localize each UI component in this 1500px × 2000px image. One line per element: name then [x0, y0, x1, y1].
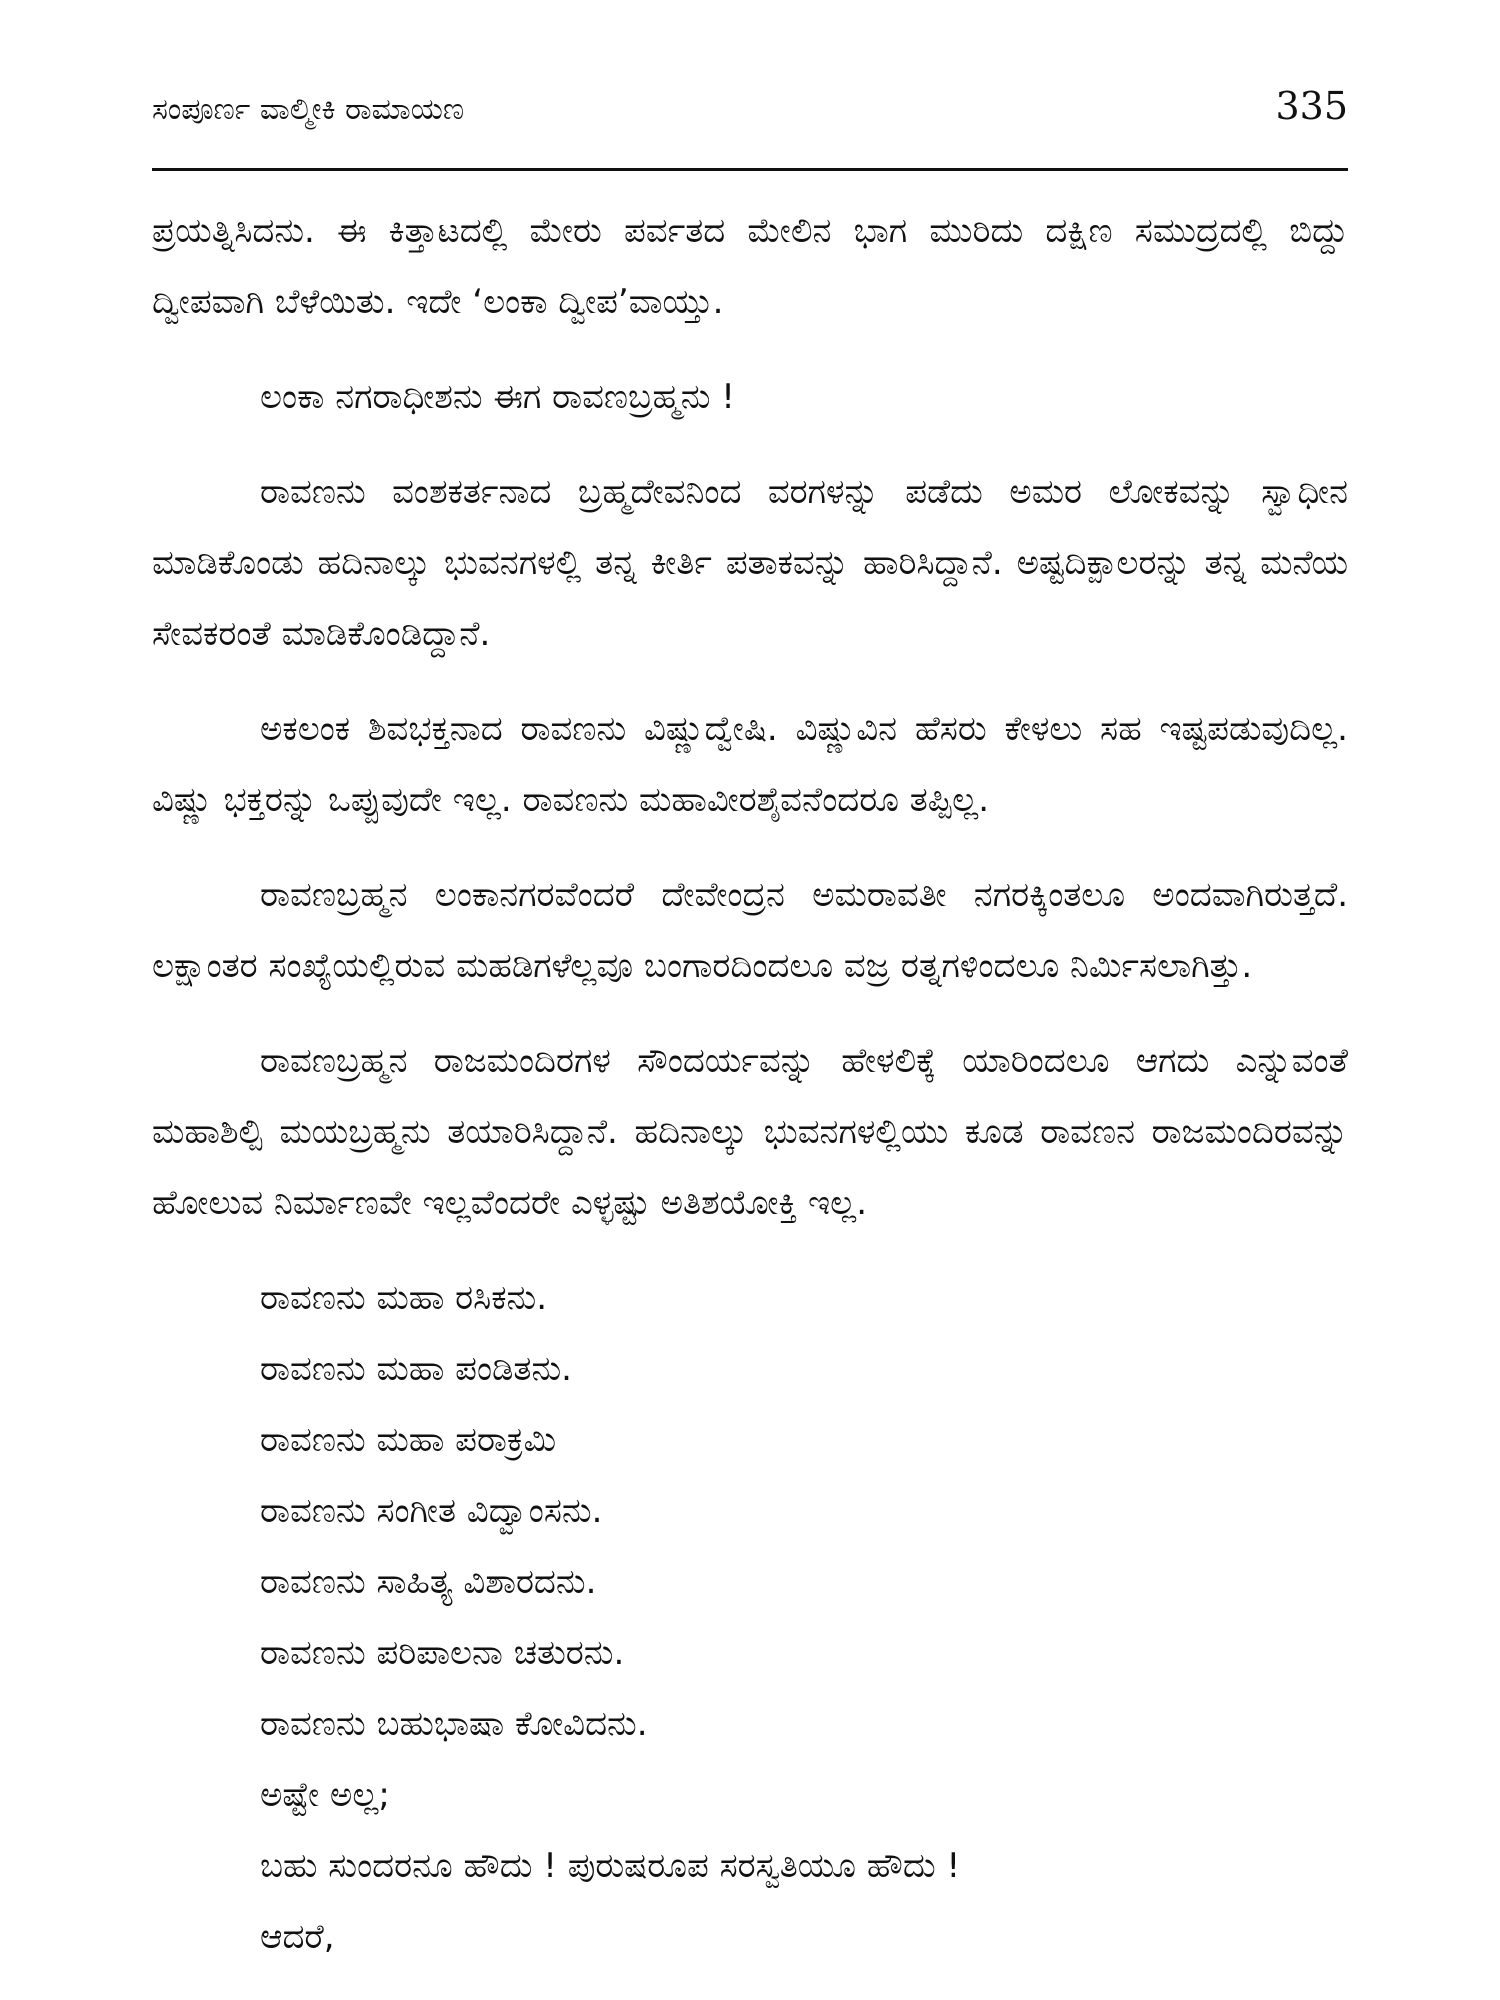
- list-line-2: ರಾವಣನು ಮಹಾ ಪಂಡಿತನು.: [260, 1349, 572, 1389]
- paragraph-1: ಪ್ರಯತ್ನಿಸಿದನು. ಈ ಕಿತ್ತಾಟದಲ್ಲಿ ಮೇರು ಪರ್ವತದ ಮೇಲಿನ ಭಾಗ ಮುರಿದು ದಕ್ಷಿಣ ಸಮುದ್ರದಲ್ಲಿ ಬಿದ್ದು ದ್ವೀಪವಾಗಿ ಬೆಳೆಯಿತು. ಇದೇ ‘ಲಂಕಾ ದ್ವೀಪ’ವಾಯ್ತು.: [152, 211, 1348, 322]
- list-line-6: ರಾವಣನು ಪರಿಪಾಲನಾ ಚತುರನು.: [260, 1633, 625, 1673]
- list-line-4: ರಾವಣನು ಸಂಗೀತ ವಿದ್ವಾಂಸನು.: [260, 1491, 603, 1531]
- list-line-7: ರಾವಣನು ಬಹುಭಾಷಾ ಕೋವಿದನು.: [260, 1704, 648, 1744]
- paragraph-2: ಲಂಕಾ ನಗರಾಧೀಶನು ಈಗ ರಾವಣಬ್ರಹ್ಮನು !: [260, 377, 735, 417]
- running-title: ಸಂಪೂರ್ಣ ವಾಲ್ಮೀಕಿ ರಾಮಾಯಣ: [152, 92, 465, 127]
- page-header: [152, 82, 1348, 132]
- paragraph-5: ರಾವಣಬ್ರಹ್ಮನ ಲಂಕಾನಗರವೆಂದರೆ ದೇವೇಂದ್ರನ ಅಮರಾವತೀ ನಗರಕ್ಕಿಂತಲೂ ಅಂದವಾಗಿರುತ್ತದೆ. ಲಕ್ಷಾಂತರ ಸಂಖ್ಯೆಯಲ್ಲಿರುವ ಮಹಡಿಗಳೆಲ್ಲವೂ ಬಂಗಾರದಿಂದಲೂ ವಜ್ರ ರತ್ನಗಳಿಂದಲೂ ನಿರ್ಮಿಸಲಾಗಿತ್ತು.: [152, 875, 1348, 986]
- list-line-10: ಆದರೆ,: [260, 1917, 335, 1957]
- list-line-8: ಅಷ್ಟೇ ಅಲ್ಲ;: [260, 1775, 390, 1815]
- list-line-5: ರಾವಣನು ಸಾಹಿತ್ಯ ವಿಶಾರದನು.: [260, 1562, 597, 1602]
- body-text: [152, 196, 1348, 1973]
- paragraph-3: ರಾವಣನು ವಂಶಕರ್ತನಾದ ಬ್ರಹ್ಮದೇವನಿಂದ ವರಗಳನ್ನು ಪಡೆದು ಅಮರ ಲೋಕವನ್ನು ಸ್ವಾಧೀನ ಮಾಡಿಕೊಂಡು ಹದಿನಾಲ್ಕು ಭುವನಗಳಲ್ಲಿ ತನ್ನ ಕೀರ್ತಿ ಪತಾಕವನ್ನು ಹಾರಿಸಿದ್ದಾನೆ. ಅಷ್ಟದಿಕ್ಪಾಲರನ್ನು ತನ್ನ ಮನೆಯ ಸೇವಕರಂತೆ ಮಾಡಿಕೊಂಡಿದ್ದಾನೆ.: [152, 472, 1348, 654]
- list-line-9: ಬಹು ಸುಂದರನೂ ಹೌದು ! ಪುರುಷರೂಪ ಸರಸ್ವತಿಯೂ ಹೌದು !: [260, 1846, 961, 1886]
- paragraph-6: ರಾವಣಬ್ರಹ್ಮನ ರಾಜಮಂದಿರಗಳ ಸೌಂದರ್ಯವನ್ನು ಹೇಳಲಿಕ್ಕೆ ಯಾರಿಂದಲೂ ಆಗದು ಎನ್ನುವಂತೆ ಮಹಾಶಿಲ್ಪಿ ಮಯಬ್ರಹ್ಮನು ತಯಾರಿಸಿದ್ದಾನೆ. ಹದಿನಾಲ್ಕು ಭುವನಗಳಲ್ಲಿಯು ಕೂಡ ರಾವಣನ ರಾಜಮಂದಿರವನ್ನು ಹೋಲುವ ನಿರ್ಮಾಣವೇ ಇಲ್ಲವೆಂದರೇ ಎಳ್ಳಷ್ಟು ಅತಿಶಯೋಕ್ತಿ ಇಲ್ಲ.: [152, 1041, 1348, 1223]
- paragraph-4: ಅಕಲಂಕ ಶಿವಭಕ್ತನಾದ ರಾವಣನು ವಿಷ್ಣುದ್ವೇಷಿ. ವಿಷ್ಣುವಿನ ಹೆಸರು ಕೇಳಲು ಸಹ ಇಷ್ಟಪಡುವುದಿಲ್ಲ. ವಿಷ್ಣು ಭಕ್ತರನ್ನು ಒಪ್ಪುವುದೇ ಇಲ್ಲ. ರಾವಣನು ಮಹಾವೀರಶೈವನೆಂದರೂ ತಪ್ಪಿಲ್ಲ.: [152, 709, 1348, 820]
- list-line-3: ರಾವಣನು ಮಹಾ ಪರಾಕ್ರಮಿ: [260, 1420, 557, 1460]
- header-divider: [152, 168, 1348, 171]
- list-line-1: ರಾವಣನು ಮಹಾ ರಸಿಕನು.: [260, 1278, 548, 1318]
- page-number: 335: [1275, 84, 1348, 128]
